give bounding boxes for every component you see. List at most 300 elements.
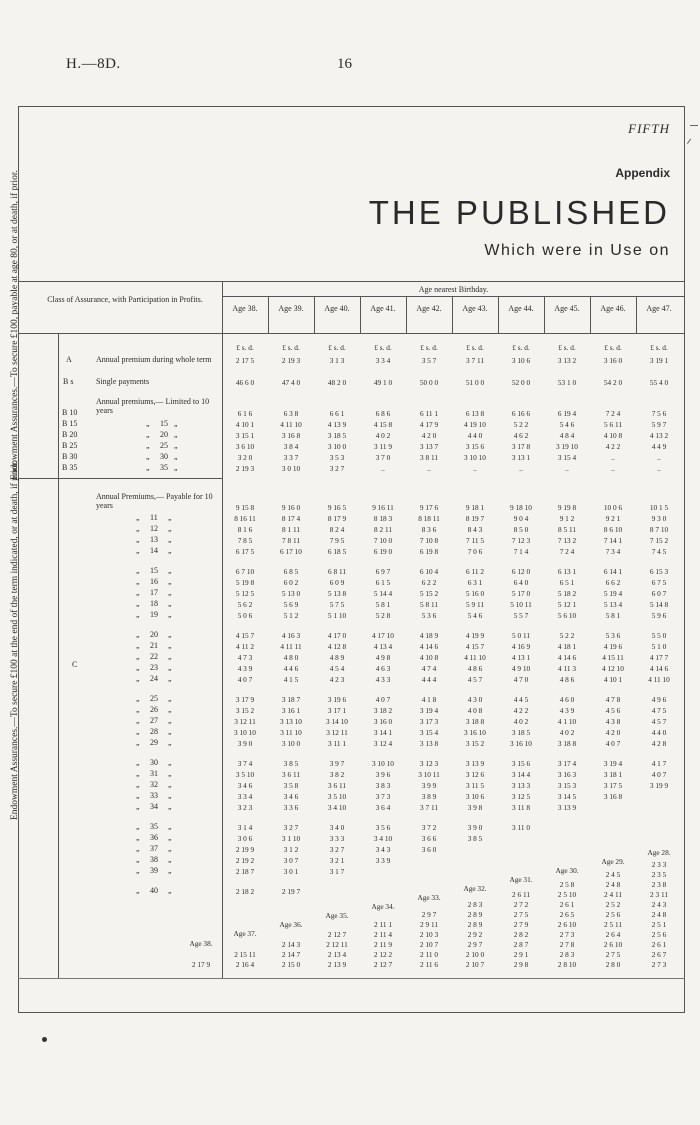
stair-age-header: Age 32.	[463, 884, 487, 893]
table-cell: 4 12 10	[602, 664, 624, 673]
table-cell: 2 5 11	[604, 920, 622, 929]
table-cell: 2 6 4	[605, 930, 621, 939]
table-cell: 3 13 3	[511, 781, 531, 790]
age-subheader-rule	[222, 296, 685, 297]
table-cell: 5 12 5	[235, 589, 255, 598]
table-cell: 2 6 10	[603, 940, 623, 949]
ditto-mark: „	[146, 463, 150, 472]
table-cell: 4 15 8	[373, 420, 393, 429]
table-cell: 4 4 0	[651, 728, 667, 737]
table-cell: 2 11 0	[420, 950, 438, 959]
table-cell: 2 5 6	[651, 930, 667, 939]
age-group-header: Age nearest Birthday.	[418, 285, 489, 294]
table-cell: 5 6 11	[604, 420, 622, 429]
table-cell: 3 9 6	[375, 770, 391, 779]
table-cell: 8 7 10	[649, 525, 669, 534]
row-label: Annual premiums,— Limited to 10 years	[96, 397, 210, 415]
table-cell: 8 3 6	[421, 525, 437, 534]
table-cell: 3 6 10	[235, 442, 255, 451]
table-cell: 5 9 11	[466, 600, 484, 609]
table-cell: 10 0 6	[603, 503, 623, 512]
table-cell: 3 13 10	[280, 717, 302, 726]
table-cell: 8 2 4	[329, 525, 345, 534]
table-cell: 6 6 2	[605, 578, 621, 587]
table-cell: 4 0 8	[467, 706, 483, 715]
table-cell: 5 0 11	[512, 631, 530, 640]
table-cell: 3 6 11	[282, 770, 300, 779]
age-column-rule	[406, 296, 407, 333]
table-cell: 2 8 10	[557, 960, 577, 969]
ditto-mark: „	[168, 833, 172, 842]
term-years: 18	[150, 599, 158, 608]
table-cell: 3 10 10	[464, 453, 486, 462]
table-cell: 6 3 8	[283, 409, 299, 418]
table-cell: 4 1 7	[651, 759, 667, 768]
table-cell: 3 18 5	[327, 431, 347, 440]
table-cell: 4 13 4	[373, 642, 393, 651]
table-cell: 3 11 9	[374, 442, 392, 451]
ditto-mark: „	[136, 674, 140, 683]
ditto-mark: „	[168, 674, 172, 683]
table-cell: 3 15 2	[465, 739, 485, 748]
table-cell: 6 9 7	[375, 567, 391, 576]
table-cell: 5 13 8	[327, 589, 347, 598]
term-years: 30	[150, 758, 158, 767]
table-cell: 4 6 2	[513, 431, 529, 440]
table-cell: 3 16 10	[464, 728, 486, 737]
table-cell: 5 2 8	[375, 611, 391, 620]
stair-age-header: Age 30.	[555, 866, 579, 875]
ditto-mark: „	[136, 791, 140, 800]
table-cell: 4 0 2	[513, 717, 529, 726]
table-cell: 3 12 3	[419, 759, 439, 768]
row-label: Annual Premiums,— Payable for 10 years	[96, 492, 213, 510]
table-cell: 3 10 0	[281, 739, 301, 748]
table-cell: ..	[473, 464, 477, 473]
ditto-mark: „	[168, 780, 172, 789]
table-cell: 3 12 4	[373, 739, 393, 748]
table-cell: 4 15 7	[465, 642, 485, 651]
table-cell: 3 0 6	[237, 834, 253, 843]
term-years: 33	[150, 791, 158, 800]
table-cell: 2 19 2	[235, 856, 255, 865]
table-cell: 5 16 0	[465, 589, 485, 598]
table-cell: 47 4 0	[281, 378, 301, 387]
table-cell: 8 18 11	[418, 514, 440, 523]
table-cell: 3 12 6	[465, 770, 485, 779]
ditto-mark: „	[136, 780, 140, 789]
table-cell: 7 0 6	[467, 547, 483, 556]
table-cell: 5 4 6	[559, 420, 575, 429]
table-cell: 3 7 11	[420, 803, 438, 812]
table-cell: 3 4 10	[373, 834, 393, 843]
table-cell: 5 9 7	[651, 420, 667, 429]
table-cell: 6 17 10	[280, 547, 302, 556]
table-cell: 3 5 6	[375, 823, 391, 832]
table-cell: 53 1 0	[557, 378, 577, 387]
ditto-mark: „	[168, 641, 172, 650]
age-header: Age 40.	[324, 304, 350, 313]
table-cell: 4 13 2	[649, 431, 669, 440]
table-cell: 2 15 0	[281, 960, 301, 969]
term-years: 17	[150, 588, 158, 597]
table-cell: 7 2 4	[559, 547, 575, 556]
table-cell: 8 16 11	[234, 514, 256, 523]
currency-label: £ s. d.	[466, 343, 484, 352]
table-cell: 2 6 1	[559, 900, 575, 909]
stair-age-header: Age 31.	[509, 875, 533, 884]
table-cell: 6 8 11	[328, 567, 346, 576]
table-cell: ..	[611, 464, 615, 473]
table-cell: 2 17 5	[235, 356, 255, 365]
table-cell: 4 8 0	[283, 653, 299, 662]
currency-label: £ s. d.	[650, 343, 668, 352]
stair-age-header: Age 29.	[601, 857, 625, 866]
table-cell: 7 9 5	[329, 536, 345, 545]
page-header-code: H.—8D.	[66, 56, 121, 72]
table-cell: 7 5 6	[651, 409, 667, 418]
table-cell: 2 8 9	[467, 910, 483, 919]
ditto-mark: „	[168, 513, 172, 522]
table-cell: 9 18 10	[510, 503, 532, 512]
table-cell: 6 19 0	[373, 547, 393, 556]
table-cell: 4 5 4	[329, 664, 345, 673]
table-cell: 3 10 6	[511, 356, 531, 365]
ditto-mark: „	[146, 419, 150, 428]
table-cell: 2 9 1	[513, 950, 529, 959]
table-cell: 3 2 7	[329, 845, 345, 854]
table-cell: 6 2 2	[421, 578, 437, 587]
table-cell: 2 7 9	[513, 920, 529, 929]
table-cell: 2 18 2	[235, 887, 255, 896]
table-cell: 7 15 2	[649, 536, 669, 545]
ditto-mark: „	[136, 577, 140, 586]
term-years: 24	[150, 674, 158, 683]
term-years: 20	[150, 630, 158, 639]
currency-label: £ s. d.	[558, 343, 576, 352]
ditto-mark: „	[136, 535, 140, 544]
ditto-mark: „	[146, 452, 150, 461]
table-cell: 2 10 0	[465, 950, 485, 959]
table-top-rule	[18, 281, 685, 282]
table-cell: 4 0 2	[375, 431, 391, 440]
table-cell: 2 11 4	[374, 930, 392, 939]
table-cell: 3 14 4	[511, 770, 531, 779]
class-code: B 35	[62, 463, 78, 472]
table-cell: 4 8 4	[559, 431, 575, 440]
ditto-mark: „	[146, 430, 150, 439]
table-cell: 2 8 7	[513, 940, 529, 949]
table-cell: 3 15 3	[557, 781, 577, 790]
table-cell: 3 3 7	[283, 453, 299, 462]
term-years: 36	[150, 833, 158, 842]
table-cell: 54 2 0	[603, 378, 623, 387]
table-cell: 5 5 7	[513, 611, 529, 620]
ditto-mark: „	[136, 694, 140, 703]
table-cell: 4 4 4	[421, 675, 437, 684]
stair-age-header: Age 34.	[371, 902, 395, 911]
margin-mark-tick	[687, 139, 696, 148]
table-cell: 2 12 7	[327, 930, 347, 939]
table-cell: 3 0 1	[283, 867, 299, 876]
table-cell: 4 11 3	[558, 664, 576, 673]
table-cell: 4 8 6	[467, 664, 483, 673]
table-cell: 4 3 3	[375, 675, 391, 684]
table-cell: 7 8 11	[282, 536, 300, 545]
table-cell: 3 10 10	[234, 728, 256, 737]
table-cell: 4 2 2	[605, 442, 621, 451]
table-cell: 5 1 0	[651, 642, 667, 651]
term-years: 11	[150, 513, 158, 522]
heading-published: THE PUBLISHED	[368, 194, 670, 231]
term-years: 16	[150, 577, 158, 586]
table-cell: 3 4 0	[329, 823, 345, 832]
age-header: Age 43.	[462, 304, 488, 313]
table-cell: 9 17 6	[419, 503, 439, 512]
table-cell: 6 8 5	[283, 567, 299, 576]
table-cell: 4 0 7	[651, 770, 667, 779]
table-cell: 7 13 2	[557, 536, 577, 545]
table-cell: 6 11 1	[420, 409, 438, 418]
table-cell: 3 15 2	[235, 706, 255, 715]
table-cell: 3 13 9	[557, 803, 577, 812]
heading-which: Which were in Use on	[484, 242, 670, 259]
ditto-mark: „	[136, 727, 140, 736]
table-cell: 5 14 8	[649, 600, 669, 609]
ditto-mark: „	[136, 758, 140, 767]
term-years: 40	[150, 886, 158, 895]
table-cell: 4 5 7	[467, 675, 483, 684]
table-cell: 3 17 5	[603, 781, 623, 790]
table-cell: 6 11 2	[466, 567, 484, 576]
table-cell: 4 2 8	[651, 739, 667, 748]
ditto-mark: „	[136, 610, 140, 619]
term-years: 39	[150, 866, 158, 875]
table-cell: 6 6 1	[329, 409, 345, 418]
stair-age-header: Age 37.	[233, 929, 257, 938]
table-cell: 3 4 6	[283, 792, 299, 801]
table-cell: 4 3 9	[559, 706, 575, 715]
term-years: 26	[150, 705, 158, 714]
table-cell: 4 7 8	[605, 695, 621, 704]
table-cell: 2 6 10	[557, 920, 577, 929]
table-cell: 6 10 4	[419, 567, 439, 576]
currency-label: £ s. d.	[282, 343, 300, 352]
ditto-mark: „	[136, 599, 140, 608]
ditto-mark: „	[168, 524, 172, 533]
table-cell: 2 14 3	[281, 940, 301, 949]
term-years: 19	[150, 610, 158, 619]
table-cell: 4 1 8	[421, 695, 437, 704]
table-cell: 8 1 11	[282, 525, 300, 534]
table-cell: 2 5 10	[557, 890, 577, 899]
table-cell: 2 8 2	[513, 930, 529, 939]
table-cell: ..	[657, 453, 661, 462]
table-cell: 3 10 0	[327, 442, 347, 451]
table-cell: 2 10 7	[419, 940, 439, 949]
table-cell: 3 5 7	[421, 356, 437, 365]
ditto-mark: „	[136, 833, 140, 842]
table-cell: 2 7 8	[559, 940, 575, 949]
table-cell: 4 11 10	[280, 420, 302, 429]
table-cell: 4 13 9	[327, 420, 347, 429]
section-label-endowment-80: Endowment Assurances.—To secure £100, payable at age 80, or at death, if prior.	[10, 170, 20, 480]
table-cell: 2 12 11	[326, 940, 348, 949]
table-cell: 6 18 5	[327, 547, 347, 556]
table-cell: ..	[611, 453, 615, 462]
table-cell: 3 15 6	[511, 759, 531, 768]
table-cell: 3 7 3	[375, 792, 391, 801]
table-cell: 3 15 4	[557, 453, 577, 462]
table-cell: 4 10 8	[419, 653, 439, 662]
ditto-mark: „	[168, 610, 172, 619]
term-years: 25	[160, 441, 168, 450]
table-cell: 3 11 10	[280, 728, 302, 737]
table-bottom-rule	[18, 978, 685, 979]
table-cell: 5 2 2	[559, 631, 575, 640]
table-cell: 4 4 5	[513, 695, 529, 704]
class-code: C	[72, 660, 78, 669]
table-cell: 6 7 5	[651, 578, 667, 587]
table-cell: 3 16 8	[603, 792, 623, 801]
table-cell: 4 1 5	[283, 675, 299, 684]
heading-appendix: Appendix	[615, 166, 670, 180]
class-code: A	[66, 355, 72, 364]
table-cell: 5 15 2	[419, 589, 439, 598]
table-cell: 3 8 3	[375, 781, 391, 790]
table-cell: 8 18 3	[373, 514, 393, 523]
ditto-mark: „	[168, 866, 172, 875]
ditto-mark: „	[174, 419, 178, 428]
term-years: 31	[150, 769, 158, 778]
table-cell: 3 15 1	[235, 431, 255, 440]
ditto-mark: „	[136, 716, 140, 725]
stair-age-header: Age 28.	[647, 848, 671, 857]
term-years: 22	[150, 652, 158, 661]
age-column-rule	[498, 296, 499, 333]
table-cell: 49 1 0	[373, 378, 393, 387]
term-years: 20	[160, 430, 168, 439]
table-cell: 4 11 2	[236, 642, 254, 651]
table-cell: 8 5 0	[513, 525, 529, 534]
currency-label: £ s. d.	[604, 343, 622, 352]
table-cell: 5 13 4	[603, 600, 623, 609]
table-cell: 2 7 5	[513, 910, 529, 919]
table-cell: 3 3 4	[237, 792, 253, 801]
term-years: 28	[150, 727, 158, 736]
table-cell: 4 6 3	[375, 664, 391, 673]
table-cell: 3 16 0	[603, 356, 623, 365]
table-cell: 6 8 6	[375, 409, 391, 418]
table-cell: 3 17 8	[511, 442, 531, 451]
table-cell: 4 4 0	[467, 431, 483, 440]
table-cell: 6 7 10	[235, 567, 255, 576]
table-cell: 4 2 0	[605, 728, 621, 737]
table-cell: 2 9 7	[467, 940, 483, 949]
table-cell: 3 11 8	[512, 803, 530, 812]
ditto-mark: „	[168, 758, 172, 767]
ditto-mark: „	[136, 588, 140, 597]
table-cell: 3 18 2	[373, 706, 393, 715]
ditto-mark: „	[168, 844, 172, 853]
ditto-mark: „	[168, 855, 172, 864]
age-header: Age 44.	[508, 304, 534, 313]
row-label: Single payments	[96, 377, 150, 386]
class-code: B 15	[62, 419, 78, 428]
table-cell: 2 7 3	[651, 960, 667, 969]
table-cell: 4 1 10	[557, 717, 577, 726]
term-years: 34	[150, 802, 158, 811]
ditto-mark: „	[168, 791, 172, 800]
table-cell: 3 8 11	[420, 453, 438, 462]
ditto-mark: „	[168, 535, 172, 544]
table-cell: 4 17 9	[419, 420, 439, 429]
ditto-mark: „	[168, 716, 172, 725]
table-cell: 3 17 3	[419, 717, 439, 726]
table-cell: 6 16 6	[511, 409, 531, 418]
term-years: 25	[150, 694, 158, 703]
table-cell: 3 1 3	[329, 356, 345, 365]
table-cell: 3 10 6	[465, 792, 485, 801]
table-cell: 7 12 3	[511, 536, 531, 545]
table-cell: ..	[519, 464, 523, 473]
table-cell: 6 1 5	[375, 578, 391, 587]
table-cell: 5 0 6	[237, 611, 253, 620]
table-cell: 4 11 11	[280, 642, 302, 651]
table-cell: 4 19 9	[465, 631, 485, 640]
table-cell: 7 11 5	[466, 536, 484, 545]
table-cell: 3 2 7	[329, 464, 345, 473]
table-cell: 2 15 11	[234, 950, 256, 959]
table-cell: 4 2 0	[421, 431, 437, 440]
class-code: B 20	[62, 430, 78, 439]
table-cell: 3 3 4	[375, 356, 391, 365]
table-cell: 6 4 0	[513, 578, 529, 587]
currency-label: £ s. d.	[236, 343, 254, 352]
table-cell: 4 8 9	[329, 653, 345, 662]
table-cell: 3 1 10	[281, 834, 301, 843]
table-cell: 4 19 10	[464, 420, 486, 429]
section-label-endowment-term: Endowment Assurances.—To secure £100 at the end of the term indicated, or at death, if prior.	[10, 460, 20, 820]
term-years: 23	[150, 663, 158, 672]
table-cell: 5 17 0	[511, 589, 531, 598]
table-cell: 2 8 0	[605, 960, 621, 969]
table-cell: 3 8 4	[283, 442, 299, 451]
table-cell: 52 0 0	[511, 378, 531, 387]
table-cell: 2 13 4	[327, 950, 347, 959]
table-cell: 3 16 0	[373, 717, 393, 726]
table-cell: 8 19 7	[465, 514, 485, 523]
table-cell: 5 9 6	[651, 611, 667, 620]
table-cell: 6 3 1	[467, 578, 483, 587]
table-cell: 3 17 4	[557, 759, 577, 768]
table-cell: 3 10 11	[418, 770, 440, 779]
table-cell: 3 12 5	[511, 792, 531, 801]
table-cell: 7 14 1	[603, 536, 623, 545]
ditto-mark: „	[136, 705, 140, 714]
table-cell: 3 6 11	[328, 781, 346, 790]
table-cell: 4 14 6	[419, 642, 439, 651]
table-cell: 2 5 6	[605, 910, 621, 919]
table-cell: 3 18 8	[557, 739, 577, 748]
ditto-mark: „	[136, 566, 140, 575]
table-cell: 2 17 9	[191, 960, 211, 969]
table-cell: 9 15 8	[235, 503, 255, 512]
table-cell: 2 7 2	[513, 900, 529, 909]
table-cell: 2 8 9	[467, 920, 483, 929]
table-cell: 4 12 8	[327, 642, 347, 651]
table-cell: 4 15 7	[235, 631, 255, 640]
